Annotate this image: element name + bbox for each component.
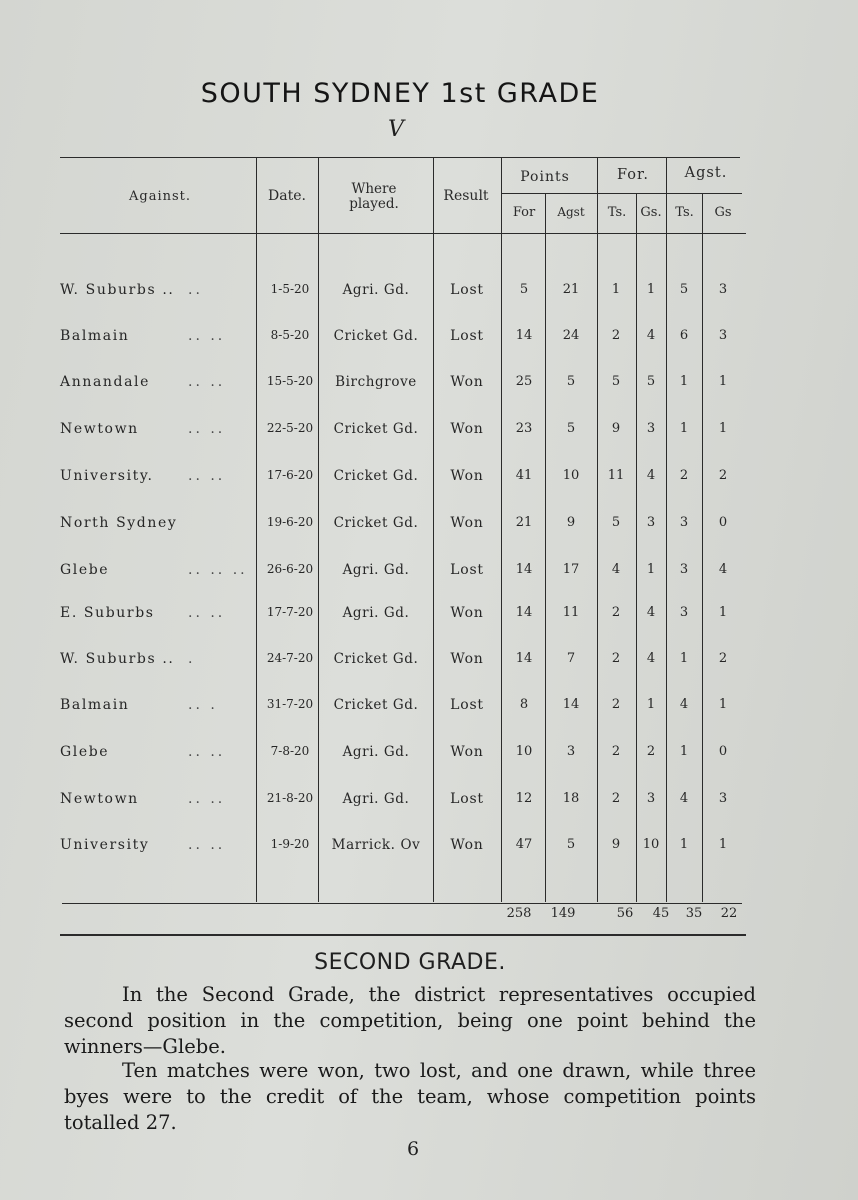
match-date: 26-6-20	[266, 562, 314, 576]
points-for: 14	[515, 562, 533, 577]
table-row	[0, 605, 858, 629]
match-result: Won	[450, 651, 484, 667]
total-tries-agst: 35	[685, 906, 703, 921]
points-for: 25	[515, 374, 533, 389]
team-name: Annandale	[60, 374, 150, 390]
header-against: Against.	[128, 189, 192, 204]
team-name: W. Suburbs ..	[60, 282, 175, 298]
second-grade-paragraph-2: Ten matches were won, two lost, and one drawn, while three byes were to the credit of the team, whose competition points totalled 27.	[64, 1059, 756, 1134]
table-bottom-rule	[62, 903, 742, 904]
leader-dots: .. ..	[188, 468, 226, 484]
table-row	[0, 515, 858, 539]
points-for: 14	[515, 328, 533, 343]
leader-dots: .. .. ..	[188, 562, 248, 578]
header-agst-group: Agst.	[684, 165, 728, 181]
points-for: 14	[515, 651, 533, 666]
points-for: 5	[519, 282, 529, 297]
match-result: Won	[450, 605, 484, 621]
table-row	[0, 744, 858, 768]
tries-agst: 3	[679, 605, 689, 620]
header-points: Points	[520, 169, 570, 185]
points-for: 41	[515, 468, 533, 483]
venue: Cricket Gd.	[333, 697, 419, 713]
match-result: Lost	[450, 697, 484, 713]
venue: Agri. Gd.	[342, 744, 410, 760]
tries-for: 5	[611, 374, 621, 389]
goals-for: 4	[646, 328, 656, 343]
table-row	[0, 697, 858, 721]
points-for: 23	[515, 421, 533, 436]
match-result: Won	[450, 421, 484, 437]
table-row	[0, 421, 858, 445]
match-result: Lost	[450, 282, 484, 298]
tries-for: 9	[611, 421, 621, 436]
goals-agst: 1	[718, 837, 728, 852]
goals-for: 3	[646, 421, 656, 436]
table-row	[0, 282, 858, 306]
points-agst: 17	[562, 562, 580, 577]
match-result: Won	[450, 744, 484, 760]
table-row	[0, 562, 858, 586]
points-for: 12	[515, 791, 533, 806]
header-agst-gs: Gs	[714, 205, 732, 220]
header-points-agst: Agst	[557, 205, 585, 219]
match-date: 31-7-20	[266, 697, 314, 711]
totals-underline	[60, 934, 746, 936]
match-date: 1-5-20	[270, 282, 310, 296]
tries-agst: 1	[679, 744, 689, 759]
tries-for: 2	[611, 605, 621, 620]
tries-agst: 5	[679, 282, 689, 297]
second-grade-paragraph-1: In the Second Grade, the district representatives occupied second position in the competition, being one point behind the winners—Glebe.	[64, 983, 756, 1058]
total-points-agst: 149	[550, 906, 576, 921]
tries-for: 2	[611, 328, 621, 343]
venue: Agri. Gd.	[342, 562, 410, 578]
match-result: Won	[450, 468, 484, 484]
venue: Marrick. Ov	[331, 837, 421, 853]
goals-agst: 1	[718, 421, 728, 436]
tries-for: 2	[611, 744, 621, 759]
points-underline	[502, 193, 742, 194]
tries-agst: 1	[679, 374, 689, 389]
goals-agst: 1	[718, 605, 728, 620]
header-where: Where played.	[349, 181, 399, 212]
leader-dots: .. .	[188, 697, 218, 713]
table-row	[0, 374, 858, 398]
venue: Agri. Gd.	[342, 282, 410, 298]
points-for: 10	[515, 744, 533, 759]
match-result: Won	[450, 374, 484, 390]
goals-agst: 0	[718, 515, 728, 530]
match-result: Lost	[450, 328, 484, 344]
tries-agst: 1	[679, 651, 689, 666]
leader-dots: .. ..	[188, 328, 226, 344]
goals-for: 3	[646, 515, 656, 530]
tries-for: 2	[611, 791, 621, 806]
match-date: 19-6-20	[266, 515, 314, 529]
points-agst: 24	[562, 328, 580, 343]
header-agst-ts: Ts.	[675, 205, 694, 220]
goals-for: 3	[646, 791, 656, 806]
goals-for: 4	[646, 605, 656, 620]
goals-agst: 4	[718, 562, 728, 577]
match-result: Won	[450, 515, 484, 531]
points-agst: 14	[562, 697, 580, 712]
header-result: Result	[443, 188, 489, 204]
tries-agst: 4	[679, 791, 689, 806]
header-date: Date.	[268, 188, 306, 204]
page-title: SOUTH SYDNEY 1st GRADE	[200, 78, 600, 109]
points-agst: 7	[566, 651, 576, 666]
leader-dots: ..	[188, 282, 203, 298]
venue: Cricket Gd.	[333, 651, 419, 667]
team-name: Balmain	[60, 328, 130, 344]
total-points-for: 258	[506, 906, 532, 921]
total-goals-for: 45	[652, 906, 670, 921]
venue: Birchgrove	[335, 374, 417, 390]
goals-for: 4	[646, 651, 656, 666]
header-for-gs: Gs.	[640, 205, 662, 220]
venue: Cricket Gd.	[333, 468, 419, 484]
match-result: Lost	[450, 562, 484, 578]
venue: Cricket Gd.	[333, 421, 419, 437]
match-result: Lost	[450, 791, 484, 807]
tries-agst: 1	[679, 837, 689, 852]
page-number: 6	[406, 1138, 420, 1160]
tries-agst: 3	[679, 562, 689, 577]
points-agst: 21	[562, 282, 580, 297]
points-agst: 5	[566, 374, 576, 389]
tries-agst: 3	[679, 515, 689, 530]
team-name: University	[60, 837, 150, 853]
goals-for: 4	[646, 468, 656, 483]
match-date: 17-7-20	[266, 605, 314, 619]
table-top-rule	[60, 157, 740, 158]
table-row	[0, 468, 858, 492]
match-date: 21-8-20	[266, 791, 314, 805]
match-date: 1-9-20	[270, 837, 310, 851]
tries-agst: 6	[679, 328, 689, 343]
leader-dots: .. ..	[188, 421, 226, 437]
points-agst: 11	[562, 605, 580, 620]
points-agst: 10	[562, 468, 580, 483]
total-goals-agst: 22	[720, 906, 738, 921]
goals-for: 1	[646, 282, 656, 297]
goals-for: 5	[646, 374, 656, 389]
match-date: 22-5-20	[266, 421, 314, 435]
match-date: 8-5-20	[270, 328, 310, 342]
goals-for: 1	[646, 697, 656, 712]
table-row	[0, 791, 858, 815]
tries-for: 2	[611, 697, 621, 712]
match-date: 17-6-20	[266, 468, 314, 482]
total-tries-for: 56	[616, 906, 634, 921]
tries-for: 5	[611, 515, 621, 530]
points-for: 14	[515, 605, 533, 620]
versus-label: V	[388, 117, 404, 142]
venue: Cricket Gd.	[333, 515, 419, 531]
tries-agst: 2	[679, 468, 689, 483]
match-date: 7-8-20	[270, 744, 310, 758]
leader-dots: .. ..	[188, 744, 226, 760]
points-agst: 18	[562, 791, 580, 806]
leader-dots: .. ..	[188, 791, 226, 807]
venue: Agri. Gd.	[342, 605, 410, 621]
match-date: 24-7-20	[266, 651, 314, 665]
points-agst: 3	[566, 744, 576, 759]
tries-agst: 1	[679, 421, 689, 436]
tries-for: 1	[611, 282, 621, 297]
goals-for: 1	[646, 562, 656, 577]
goals-agst: 3	[718, 791, 728, 806]
points-agst: 9	[566, 515, 576, 530]
tries-for: 4	[611, 562, 621, 577]
points-for: 47	[515, 837, 533, 852]
team-name: North Sydney	[60, 515, 178, 531]
leader-dots: .. ..	[188, 837, 226, 853]
tries-agst: 4	[679, 697, 689, 712]
team-name: University.	[60, 468, 154, 484]
leader-dots: .. ..	[188, 605, 226, 621]
table-row	[0, 328, 858, 352]
header-for-group: For.	[617, 167, 649, 183]
match-date: 15-5-20	[266, 374, 314, 388]
points-for: 8	[519, 697, 529, 712]
team-name: Glebe	[60, 744, 110, 760]
points-agst: 5	[566, 837, 576, 852]
header-for-ts: Ts.	[607, 205, 627, 220]
venue: Cricket Gd.	[333, 328, 419, 344]
goals-agst: 3	[718, 282, 728, 297]
header-points-for: For	[512, 205, 536, 220]
tries-for: 2	[611, 651, 621, 666]
tries-for: 11	[607, 468, 625, 483]
goals-agst: 1	[718, 697, 728, 712]
goals-agst: 0	[718, 744, 728, 759]
points-for: 21	[515, 515, 533, 530]
team-name: Glebe	[60, 562, 110, 578]
table-row	[0, 651, 858, 675]
tries-for: 9	[611, 837, 621, 852]
goals-for: 10	[642, 837, 660, 852]
goals-agst: 3	[718, 328, 728, 343]
venue: Agri. Gd.	[342, 791, 410, 807]
goals-agst: 2	[718, 651, 728, 666]
points-agst: 5	[566, 421, 576, 436]
team-name: W. Suburbs ..	[60, 651, 175, 667]
team-name: Balmain	[60, 697, 130, 713]
match-result: Won	[450, 837, 484, 853]
second-grade-heading: SECOND GRADE.	[314, 950, 506, 975]
header-bottom-rule	[60, 233, 746, 234]
leader-dots: .	[188, 651, 196, 667]
goals-agst: 1	[718, 374, 728, 389]
goals-agst: 2	[718, 468, 728, 483]
team-name: Newtown	[60, 421, 139, 437]
goals-for: 2	[646, 744, 656, 759]
table-row	[0, 837, 858, 861]
team-name: Newtown	[60, 791, 139, 807]
team-name: E. Suburbs	[60, 605, 155, 621]
leader-dots: .. ..	[188, 374, 226, 390]
